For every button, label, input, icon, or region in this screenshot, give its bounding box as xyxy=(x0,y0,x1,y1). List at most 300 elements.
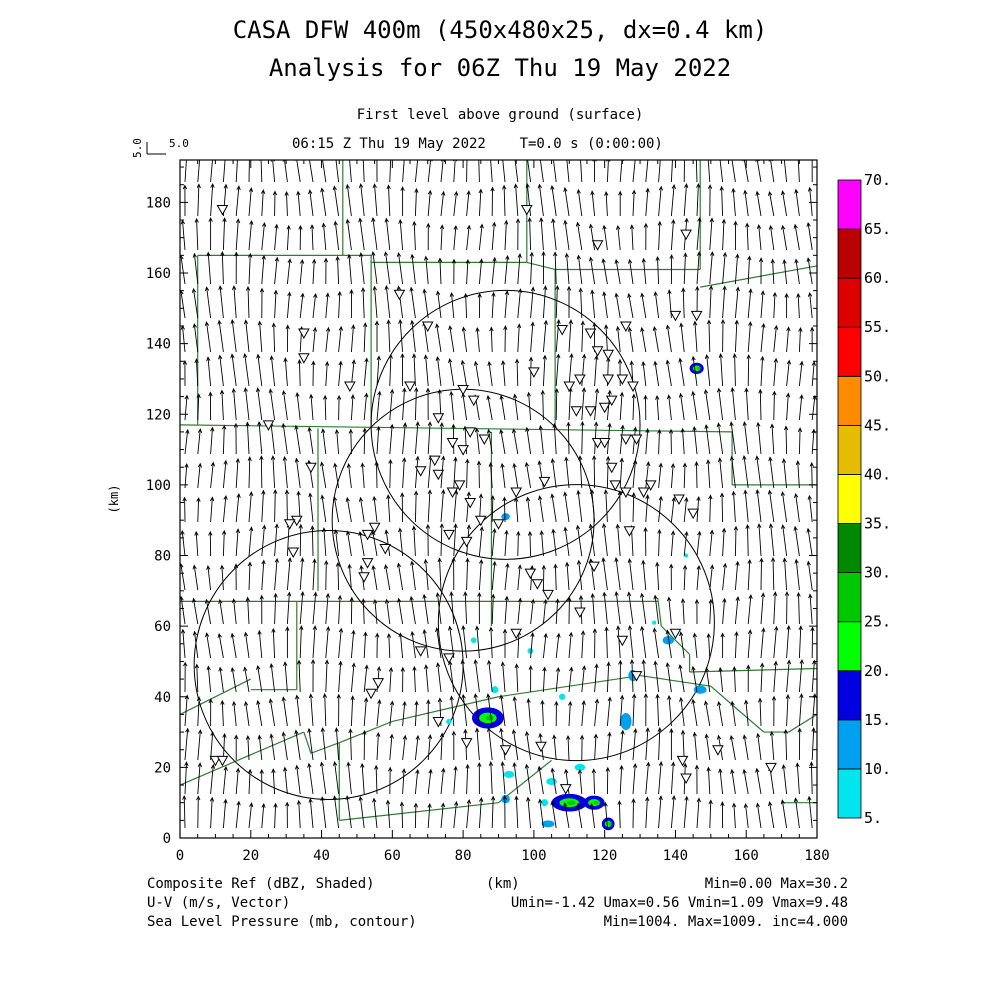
wind-vector-arrow xyxy=(693,322,697,352)
station-marker xyxy=(692,311,702,320)
wind-vector-arrow xyxy=(501,762,505,794)
wind-vector-arrow xyxy=(402,769,406,794)
wind-vector-arrow xyxy=(620,458,624,488)
wind-vector-arrow xyxy=(478,593,482,624)
wind-vector-arrow xyxy=(617,626,621,658)
station-marker xyxy=(610,481,620,490)
wind-vector-arrow xyxy=(683,464,687,489)
wind-vector-arrow xyxy=(295,426,300,454)
wind-vector-arrow xyxy=(195,219,198,250)
wind-vector-arrow xyxy=(206,633,211,658)
wind-vector-arrow xyxy=(704,390,710,420)
wind-vector-arrow xyxy=(401,493,405,522)
wind-vector-arrow xyxy=(283,158,287,182)
wind-vector-arrow xyxy=(500,430,505,454)
wind-vector-arrow xyxy=(671,762,675,794)
wind-vector-arrow xyxy=(681,731,685,760)
wind-vector-arrow xyxy=(808,293,812,318)
wind-vector-arrow xyxy=(282,391,287,420)
wind-vector-arrow xyxy=(454,226,458,250)
wind-vector-arrow xyxy=(707,320,711,352)
wind-vector-arrow xyxy=(799,694,803,726)
wind-vector-arrow xyxy=(531,633,535,658)
title-line-2: Analysis for 06Z Thu 19 May 2022 xyxy=(268,54,732,82)
wind-vector-arrow xyxy=(590,490,594,522)
wind-vector-arrow xyxy=(282,732,287,760)
wind-vector-arrow xyxy=(461,361,466,386)
wind-vector-arrow xyxy=(346,185,351,216)
wind-vector-arrow xyxy=(414,804,418,828)
wind-vector-arrow xyxy=(768,491,774,522)
reference-vector-label: 5.0 xyxy=(169,137,189,150)
wind-vector-arrow xyxy=(538,185,543,216)
colorbar-label: 20. xyxy=(864,661,892,680)
wind-vector-arrow xyxy=(744,191,749,216)
wind-vector-arrow xyxy=(476,626,480,658)
colorbar-segment xyxy=(838,671,861,720)
wind-vector-arrow xyxy=(644,396,648,420)
wind-vector-arrow xyxy=(359,532,364,556)
x-tick-label: 100 xyxy=(521,848,547,864)
wind-vector-arrow xyxy=(787,327,791,352)
wind-vector-arrow xyxy=(489,628,493,658)
wind-vector-arrow xyxy=(710,218,714,250)
wind-vector-arrow xyxy=(759,258,762,284)
wind-vector-arrow xyxy=(756,804,761,829)
wind-vector-arrow xyxy=(761,593,765,624)
station-marker xyxy=(433,717,443,726)
wind-vector-arrow xyxy=(236,802,240,828)
wind-vector-arrow xyxy=(773,592,777,624)
wind-vector-arrow xyxy=(500,396,505,420)
wind-vector-arrow xyxy=(602,524,607,556)
wind-vector-arrow xyxy=(181,531,185,556)
wind-vector-arrow xyxy=(207,357,211,386)
wind-vector-arrow xyxy=(377,392,381,420)
wind-vector-arrow xyxy=(492,562,496,590)
wind-vector-arrow xyxy=(427,224,431,250)
wind-vector-arrow xyxy=(244,354,250,386)
wind-vector-arrow xyxy=(209,699,213,726)
wind-vector-arrow xyxy=(403,702,407,726)
wind-vector-arrow xyxy=(721,634,725,659)
colorbar-segment xyxy=(838,180,861,229)
wind-vector-arrow xyxy=(797,593,800,624)
wind-vector-arrow xyxy=(589,225,594,251)
wind-vector-arrow xyxy=(185,729,189,760)
wind-vector-arrow xyxy=(376,634,380,658)
wind-vector-arrow xyxy=(683,566,687,590)
wind-vector-arrow xyxy=(236,494,240,522)
wind-vector-arrow xyxy=(618,801,622,828)
wind-vector-arrow xyxy=(244,320,249,352)
colorbar-segment xyxy=(838,327,861,376)
colorbar-label: 10. xyxy=(864,759,892,778)
wind-vector-arrow xyxy=(338,292,342,318)
wind-vector-arrow xyxy=(300,260,304,284)
wind-vector-arrow xyxy=(605,192,608,216)
wind-vector-arrow xyxy=(339,629,343,658)
wind-vector-arrow xyxy=(258,322,262,352)
wind-vector-arrow xyxy=(605,627,609,658)
wind-vector-arrow xyxy=(440,524,444,556)
wind-vector-arrow xyxy=(505,256,509,284)
wind-vector-arrow xyxy=(449,359,454,386)
wind-vector-arrow xyxy=(325,660,328,692)
wind-vector-arrow xyxy=(757,734,762,760)
wind-vector-arrow xyxy=(313,626,317,658)
wind-vector-arrow xyxy=(781,226,786,250)
wind-vector-arrow xyxy=(781,492,786,522)
wind-vector-arrow xyxy=(707,768,710,795)
wind-vector-arrow xyxy=(452,732,456,760)
wind-vector-arrow xyxy=(505,221,508,250)
wind-vector-arrow xyxy=(193,324,198,352)
wind-vector-arrow xyxy=(781,800,786,828)
wind-vector-arrow xyxy=(812,661,816,692)
wind-vector-arrow xyxy=(403,154,407,182)
station-marker xyxy=(575,608,585,617)
wind-vector-arrow xyxy=(385,219,390,250)
wind-vector-arrow xyxy=(244,633,249,658)
station-marker xyxy=(571,407,581,416)
wind-vector-arrow xyxy=(593,629,597,658)
wind-vector-arrow xyxy=(183,796,186,828)
wind-vector-arrow xyxy=(787,626,791,658)
reflectivity-echo xyxy=(501,513,509,520)
wind-vector-arrow xyxy=(501,151,506,182)
wind-vector-arrow xyxy=(205,287,210,318)
wind-vector-arrow xyxy=(594,735,598,761)
wind-vector-arrow xyxy=(309,799,313,828)
wind-vector-arrow xyxy=(757,225,761,250)
wind-vector-arrow xyxy=(313,328,317,352)
wind-vector-arrow xyxy=(272,769,276,794)
wind-vector-arrow xyxy=(771,558,774,590)
wind-vector-arrow xyxy=(640,594,645,624)
wind-vector-arrow xyxy=(258,422,262,454)
wind-vector-arrow xyxy=(576,526,582,556)
wind-vector-arrow xyxy=(295,459,300,488)
wind-vector-arrow xyxy=(569,354,573,386)
wind-vector-arrow xyxy=(411,632,416,658)
wind-vector-arrow xyxy=(707,634,711,658)
wind-vector-arrow xyxy=(644,528,648,556)
reflectivity-echo xyxy=(546,778,557,785)
wind-vector-arrow xyxy=(286,627,290,658)
wind-vector-arrow xyxy=(684,253,688,284)
wind-vector-arrow xyxy=(582,388,586,420)
wind-vector-arrow xyxy=(424,560,428,590)
wind-vector-arrow xyxy=(424,257,428,284)
wind-vector-arrow xyxy=(220,566,224,590)
wind-vector-arrow xyxy=(346,532,351,557)
wind-vector-arrow xyxy=(539,426,543,454)
wind-vector-arrow xyxy=(628,260,633,284)
wind-vector-arrow xyxy=(232,702,236,726)
wind-vector-arrow xyxy=(207,666,211,692)
wind-vector-arrow xyxy=(577,190,582,216)
wind-vector-arrow xyxy=(464,294,468,318)
wind-vector-arrow xyxy=(646,429,649,454)
wind-vector-arrow xyxy=(771,260,774,284)
wind-vector-arrow xyxy=(372,566,377,590)
wind-vector-arrow xyxy=(543,668,547,693)
wind-vector-arrow xyxy=(602,259,607,284)
wind-vector-arrow xyxy=(695,600,699,624)
station-marker xyxy=(543,590,553,599)
wind-vector-arrow xyxy=(797,155,800,182)
station-marker xyxy=(447,439,457,448)
colorbar-segment xyxy=(838,229,861,278)
colorbar-label: 45. xyxy=(864,416,892,435)
wind-vector-arrow xyxy=(363,731,367,760)
wind-vector-arrow xyxy=(659,187,663,216)
wind-vector-arrow xyxy=(606,457,610,488)
y-tick-label: 40 xyxy=(154,689,171,706)
wind-vector-arrow xyxy=(616,226,620,250)
wind-vector-arrow xyxy=(183,498,187,522)
reflectivity-echo xyxy=(446,719,452,725)
wind-vector-arrow xyxy=(262,223,266,250)
wind-vector-arrow xyxy=(543,356,547,386)
colorbar-label: 65. xyxy=(864,220,892,239)
wind-vector-arrow xyxy=(721,320,725,352)
wind-vector-arrow xyxy=(415,422,419,454)
wind-vector-arrow xyxy=(798,428,802,454)
wind-vector-arrow xyxy=(718,458,722,488)
wind-vector-arrow xyxy=(513,395,517,421)
wind-vector-arrow xyxy=(684,532,688,556)
station-marker xyxy=(494,520,504,529)
wind-vector-arrow xyxy=(642,259,646,284)
wind-vector-arrow xyxy=(436,663,441,692)
wind-vector-arrow xyxy=(773,392,777,420)
wind-vector-arrow xyxy=(542,566,546,590)
wind-vector-arrow xyxy=(286,803,290,828)
station-marker xyxy=(501,746,511,755)
reflectivity-echo-core xyxy=(567,800,576,804)
station-marker xyxy=(674,495,684,504)
wind-vector-arrow xyxy=(453,158,456,183)
wind-vector-arrow xyxy=(607,698,611,727)
reflectivity-echo xyxy=(501,795,509,803)
wind-vector-arrow xyxy=(324,259,328,284)
reflectivity-echo xyxy=(652,620,656,624)
wind-vector-arrow xyxy=(735,597,739,624)
wind-vector-arrow xyxy=(207,566,211,590)
wind-vector-arrow xyxy=(580,736,584,760)
wind-vector-arrow xyxy=(313,593,317,625)
wind-vector-arrow xyxy=(628,559,633,590)
wind-vector-arrow xyxy=(720,187,724,216)
wind-vector-arrow xyxy=(514,184,518,216)
wind-vector-arrow xyxy=(746,525,750,556)
wind-vector-arrow xyxy=(309,493,313,522)
wind-vector-arrow xyxy=(743,735,748,760)
wind-vector-arrow xyxy=(209,392,212,420)
wind-vector-arrow xyxy=(377,427,381,454)
wind-vector-arrow xyxy=(659,762,663,794)
wind-vector-arrow xyxy=(296,696,301,727)
wind-vector-arrow xyxy=(620,731,624,760)
wind-vector-arrow xyxy=(359,218,365,250)
wind-vector-arrow xyxy=(492,529,496,556)
wind-vector-arrow xyxy=(348,255,352,284)
wind-vector-arrow xyxy=(272,323,275,352)
wind-vector-arrow xyxy=(492,293,495,318)
wind-vector-arrow xyxy=(321,188,326,216)
wind-vector-arrow xyxy=(654,661,659,692)
wind-vectors xyxy=(180,150,817,828)
wind-vector-arrow xyxy=(632,694,636,726)
wind-vector-arrow xyxy=(812,694,816,726)
wind-vector-arrow xyxy=(300,626,304,658)
wind-vector-arrow xyxy=(620,393,624,420)
wind-vector-arrow xyxy=(709,800,713,828)
wind-vector-arrow xyxy=(512,429,517,454)
wind-vector-arrow xyxy=(411,562,416,590)
wind-vector-arrow xyxy=(236,529,240,556)
wind-vector-arrow xyxy=(619,661,623,692)
wind-vector-arrow xyxy=(756,490,761,522)
wind-vector-arrow xyxy=(487,728,492,760)
wind-vector-arrow xyxy=(518,254,522,284)
wind-vector-arrow xyxy=(525,150,531,182)
wind-vector-arrow xyxy=(531,322,535,352)
wind-vector-arrow xyxy=(710,252,714,284)
wind-vector-arrow xyxy=(666,325,671,352)
wind-vector-arrow xyxy=(812,362,816,386)
wind-vector-arrow xyxy=(184,663,188,692)
wind-vector-arrow xyxy=(516,219,520,250)
wind-vector-arrow xyxy=(183,361,186,386)
wind-vector-arrow xyxy=(684,498,688,522)
y-tick-label: 160 xyxy=(145,266,171,282)
wind-vector-arrow xyxy=(295,766,300,794)
wind-vector-arrow xyxy=(591,594,595,624)
wind-vector-arrow xyxy=(659,152,663,182)
wind-vector-arrow xyxy=(466,559,469,590)
wind-vector-arrow xyxy=(474,660,479,692)
footer-field-wind: U-V (m/s, Vector) xyxy=(147,895,291,911)
wind-vector-arrow xyxy=(360,253,365,284)
wind-vector-arrow xyxy=(633,729,637,760)
wind-vector-arrow xyxy=(274,291,277,318)
wind-vector-arrow xyxy=(412,354,416,386)
colorbar-label: 30. xyxy=(864,563,892,582)
wind-vector-arrow xyxy=(568,702,572,726)
wind-vector-arrow xyxy=(721,802,725,828)
wind-vector-arrow xyxy=(505,597,509,624)
station-marker xyxy=(288,548,298,557)
wind-vector-arrow xyxy=(320,462,325,488)
wind-vector-arrow xyxy=(287,558,291,590)
wind-vector-arrow xyxy=(632,191,635,217)
wind-vector-arrow xyxy=(615,260,620,284)
wind-vector-arrow xyxy=(731,388,736,420)
wind-vector-arrow xyxy=(794,225,799,250)
wind-vector-arrow xyxy=(198,464,202,488)
wind-vector-arrow xyxy=(223,767,227,794)
wind-vector-arrow xyxy=(249,221,253,250)
wind-vector-arrow xyxy=(658,530,661,556)
x-tick-label: 120 xyxy=(592,848,618,864)
wind-vector-arrow xyxy=(582,666,586,692)
wind-vector-arrow xyxy=(808,496,812,522)
wind-vector-arrow xyxy=(312,260,316,284)
wind-vector-arrow xyxy=(513,464,518,488)
wind-vector-arrow xyxy=(797,294,801,318)
wind-vector-arrow xyxy=(798,729,801,760)
wind-vector-arrow xyxy=(211,150,215,182)
wind-vector-arrow xyxy=(334,222,339,250)
wind-vector-arrow xyxy=(770,424,774,454)
wind-vector-arrow xyxy=(287,593,291,625)
wind-vector-arrow xyxy=(359,797,364,828)
wind-vector-arrow xyxy=(364,358,368,386)
wind-vector-arrow xyxy=(526,498,530,523)
wind-vector-arrow xyxy=(397,253,402,284)
wind-vector-arrow xyxy=(606,768,610,794)
wind-vector-arrow xyxy=(659,796,663,828)
wind-vector-arrow xyxy=(656,396,660,420)
wind-vector-arrow xyxy=(784,426,787,454)
wind-vector-arrow xyxy=(757,423,761,454)
wind-vector-arrow xyxy=(397,564,402,591)
wind-vector-arrow xyxy=(244,667,249,692)
wind-vector-arrow xyxy=(390,735,394,760)
wind-vector-arrow xyxy=(759,390,762,420)
wind-vector-arrow xyxy=(181,221,185,251)
wind-vector-arrow xyxy=(591,191,595,216)
wind-vector-arrow xyxy=(260,456,264,488)
wind-vector-arrow xyxy=(681,429,685,454)
wind-vector-arrow xyxy=(219,356,224,387)
wind-vector-arrow xyxy=(556,354,560,386)
wind-vector-arrow xyxy=(799,362,803,386)
wind-vector-arrow xyxy=(731,770,736,794)
station-marker xyxy=(593,347,603,356)
wind-vector-arrow xyxy=(705,355,710,386)
wind-vector-arrow xyxy=(364,665,368,692)
wind-vector-arrow xyxy=(505,564,509,590)
wind-vector-arrow xyxy=(223,461,227,488)
wind-vector-arrow xyxy=(628,626,633,658)
station-marker xyxy=(681,774,691,783)
wind-vector-arrow xyxy=(809,594,813,624)
wind-vector-arrow xyxy=(794,494,799,522)
wind-vector-arrow xyxy=(272,629,276,658)
county-boundary xyxy=(180,679,251,714)
wind-vector-arrow xyxy=(812,430,816,454)
wind-vector-arrow xyxy=(543,634,547,658)
wind-vector-arrow xyxy=(518,289,522,318)
wind-vector-arrow xyxy=(249,803,253,828)
wind-vector-arrow xyxy=(284,358,288,386)
wind-vector-arrow xyxy=(399,633,403,658)
wind-vector-arrow xyxy=(768,192,773,216)
wind-vector-arrow xyxy=(773,293,777,318)
wind-vector-arrow xyxy=(347,150,351,182)
colorbar-segment xyxy=(838,376,861,425)
wind-vector-arrow xyxy=(582,355,586,386)
station-marker xyxy=(670,311,680,320)
wind-vector-arrow xyxy=(723,253,727,284)
wind-vector-arrow xyxy=(581,422,585,454)
wind-vector-arrow xyxy=(748,256,751,284)
wind-vector-arrow xyxy=(448,627,453,658)
